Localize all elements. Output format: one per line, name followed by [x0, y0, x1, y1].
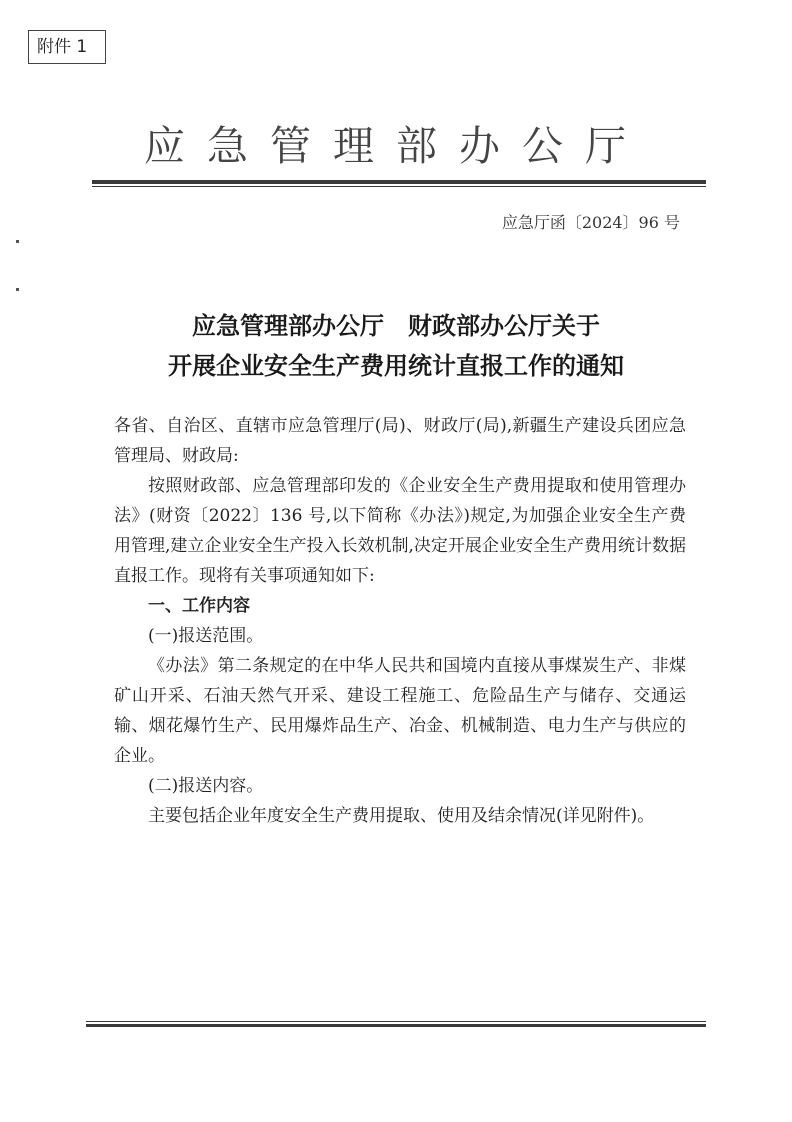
document-body: [114, 411, 686, 831]
subsection-heading-1: (一)报送范围。: [148, 626, 264, 646]
issuing-office-title: 应急管理部办公厅: [144, 122, 648, 170]
section-heading-1: 一、工作内容: [148, 596, 250, 616]
document-number: 应急厅函〔2024〕96 号: [501, 213, 680, 232]
document-title-line-2: 开展企业安全生产费用统计直报工作的通知: [168, 352, 624, 380]
attachment-label: 附件 1: [28, 30, 106, 64]
header-divider: [92, 180, 706, 184]
subsection-text-2: 主要包括企业年度安全生产费用提取、使用及结余情况(详见附件)。: [148, 806, 655, 826]
header-divider-thin: [92, 186, 706, 187]
salutation: 各省、自治区、直辖市应急管理厅(局)、财政厅(局),新疆生产建设兵团应急管理局、财政局:: [114, 416, 686, 466]
footer-divider: [86, 1024, 706, 1027]
footer-divider-thin: [86, 1021, 706, 1022]
intro-paragraph: 按照财政部、应急管理部印发的《企业安全生产费用提取和使用管理办法》(财资〔2022〕136 号,以下简称《办法》)规定,为加强企业安全生产费用管理,建立企业安全生产投入长效机制,决定开展企业安全生产费用统计数据直报工作。现将有关事项通知如下:: [114, 476, 686, 586]
subsection-text-1: 《办法》第二条规定的在中华人民共和国境内直接从事煤炭生产、非煤矿山开采、石油天然气开采、建设工程施工、危险品生产与储存、交通运输、烟花爆竹生产、民用爆炸品生产、冶金、机械制造、电力生产与供应的企业。: [114, 656, 686, 766]
subsection-heading-2: (二)报送内容。: [148, 776, 264, 796]
scan-mark: [16, 288, 19, 291]
scan-mark: [16, 240, 19, 243]
document-title-line-1: 应急管理部办公厅 财政部办公厅关于: [192, 312, 600, 340]
